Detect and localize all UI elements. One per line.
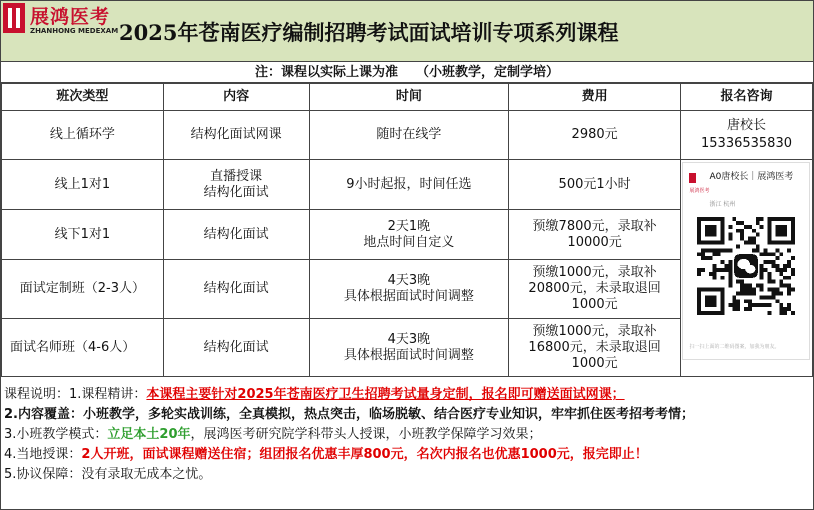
course-time: 9小时起报，时间任选 [309,160,509,210]
brand-mark-icon [3,3,25,33]
wechat-qr-code-icon [697,217,795,315]
description-item-1 [4,386,808,404]
contact-name: 唐校长 [726,118,766,133]
course-content: 结构化面试 [163,260,309,319]
column-header: 费用 [509,84,681,111]
qr-location: 浙江 杭州 [709,201,736,208]
course-fee: 预缴1000元，录取补 20800元，未录取退回 1000元 [509,260,681,319]
course-time: 2天1晚 地点时间自定义 [309,210,509,260]
description-highlight: 2人开班，面试课程赠送住宿；组团报名优惠丰厚800元，名次内报名也优惠1000元，报完即止！ [81,447,648,462]
header-banner [1,1,813,62]
page-title: 2025年苍南医疗编制招聘考试面试培训专项系列课程 [119,20,619,45]
description-label: 3.小班教学模式： [4,427,108,442]
course-note: 注：课程以实际上课为准 （小班教学，定制学培） [1,63,813,83]
description-text: ，展鸿医考研究院学科带头人授课，小班教学保障学习效果； [190,427,542,442]
course-content: 结构化面试 [163,210,309,260]
course-fee: 预缴1000元，录取补 16800元，未录取退回 1000元 [509,319,681,377]
qr-contact-name: A0唐校长｜展鸿医考 [709,172,794,182]
course-fee: 预缴7800元，录取补 10000元 [509,210,681,260]
description-item-2 [4,406,808,424]
description-item-4 [4,446,808,464]
description-text: 小班教学，多轮实战训练，全真模拟，热点突击，临场脱敏、结合医疗专业知识，牢牢抓住医考招考考情； [82,407,694,422]
brand-name-english: ZHANHONG MEDEXAM [30,27,119,35]
table-header-row [2,84,813,111]
description-label: 课程说明：1.课程精讲： [4,387,147,402]
wechat-qr-card [682,162,810,360]
course-time: 随时在线学 [309,111,509,160]
course-fee: 500元1小时 [509,160,681,210]
qr-footer-text: 扫一扫上面的二维码图案，加我为朋友。 [689,344,780,350]
course-fee: 2980元 [509,111,681,160]
course-description [1,384,808,484]
class-type: 线下1对1 [2,210,164,260]
class-type: 面试名师班（4-6人） [2,319,164,377]
brand-name: 展鸿医考 [30,6,111,28]
column-header: 班次类型 [2,84,164,111]
description-item-5: 5.协议保障：没有录取无成本之忧。 [4,467,212,482]
column-header: 报名咨询 [680,84,812,111]
qr-cell [680,160,812,377]
description-label: 2.内容覆盖： [4,407,83,422]
table-row [2,160,813,210]
qr-brand-mark-icon [689,173,696,183]
class-type: 面试定制班（2-3人） [2,260,164,319]
description-item-3 [4,426,808,444]
contact-cell [680,111,812,160]
course-table [1,83,813,377]
course-time: 4天3晚 具体根据面试时间调整 [309,319,509,377]
description-label: 4.当地授课： [4,447,82,462]
course-content: 结构化面试 [163,319,309,377]
description-highlight: 本课程主要针对2025年苍南医疗卫生招聘考试量身定制，报名即可赠送面试网课； [146,387,625,402]
column-header: 内容 [163,84,309,111]
class-type: 线上循环学 [2,111,164,160]
brand-logo [3,3,119,43]
table-row [2,111,813,160]
column-header: 时间 [309,84,509,111]
description-highlight: 立足本土20年 [107,427,191,442]
qr-brand-logo [689,173,710,194]
class-type: 线上1对1 [2,160,164,210]
qr-brand-text: 展鸿医考 [689,188,710,194]
course-content: 结构化面试网课 [163,111,309,160]
course-content: 直播授课 结构化面试 [163,160,309,210]
contact-phone: 15336535830 [701,136,792,151]
course-time: 4天3晚 具体根据面试时间调整 [309,260,509,319]
